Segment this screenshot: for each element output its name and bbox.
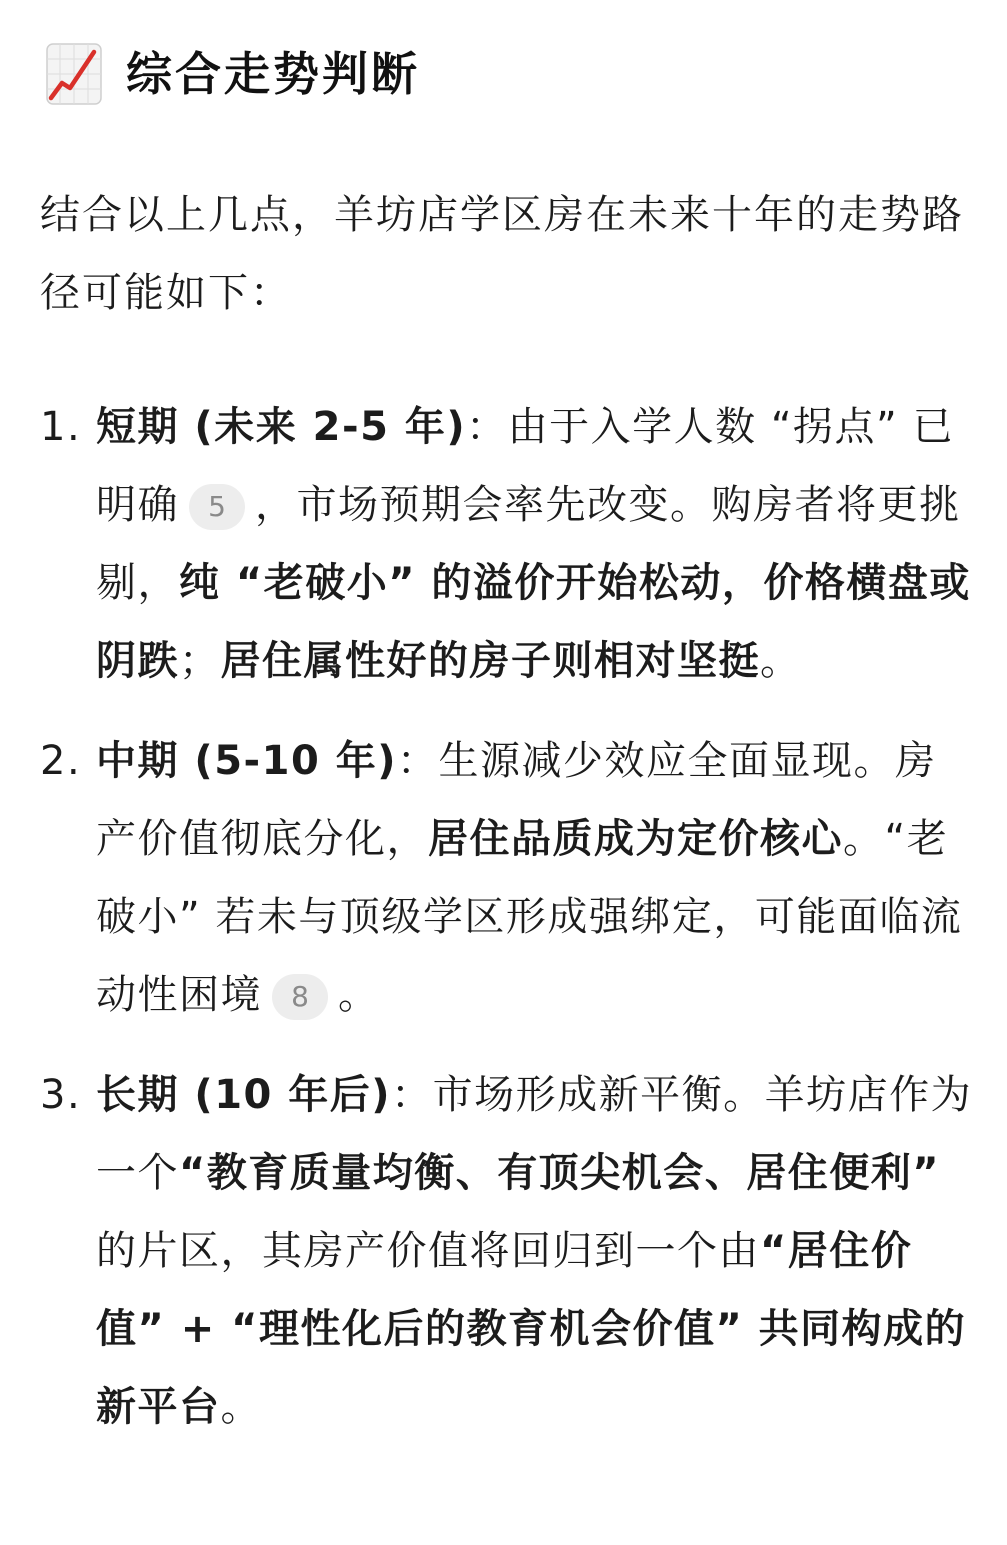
trend-list (40, 388, 975, 1446)
item-text: 。 (220, 1384, 262, 1430)
item-emphasis: “居住价值” + “理性化后的教育机会价值” 共同构成的新平台 (96, 1228, 967, 1430)
list-number: 3. (40, 1072, 82, 1118)
intro-paragraph: 结合以上几点，羊坊店学区房在未来十年的走势路径可能如下： (40, 192, 964, 316)
page-title: 综合走势判断 (126, 47, 420, 101)
item-text: 。“老破小” 若未与顶级学区形成强绑定，可能面临流动性困境 (96, 816, 963, 1018)
item-text: ，市场预期会率先改变。购房者将更挑剔， (96, 482, 961, 606)
item-emphasis: 居住属性好的房子则相对坚挺 (220, 638, 760, 684)
list-number: 2. (40, 738, 82, 784)
chart-increasing-icon (46, 43, 102, 105)
item-text: 。 (338, 972, 380, 1018)
item-emphasis: 居住品质成为定价核心 (428, 816, 843, 862)
item-text: ：由于入学人数 “拐点” 已明确 (96, 404, 954, 528)
item-text: ：市场形成新平衡。羊坊店作为一个 (96, 1072, 973, 1196)
item-text: 的片区，其房产价值将回归到一个由 (96, 1228, 760, 1274)
section-heading (46, 36, 420, 112)
list-number: 1. (40, 404, 82, 450)
list-item (40, 388, 975, 700)
item-emphasis: 纯 “老破小” 的溢价开始松动，价格横盘或阴跌 (96, 560, 971, 684)
citation-badge[interactable]: 5 (189, 484, 245, 530)
item-text: ； (179, 638, 221, 684)
item-label: 长期 (10 年后) (96, 1072, 392, 1118)
item-label: 短期 (未来 2-5 年) (96, 404, 467, 450)
list-item (40, 1056, 975, 1446)
item-text: ：生源减少效应全面显现。房产价值彻底分化， (96, 738, 937, 862)
item-emphasis: “教育质量均衡、有顶尖机会、居住便利” (179, 1150, 941, 1196)
list-item (40, 722, 975, 1034)
item-text: 。 (760, 638, 802, 684)
citation-badge[interactable]: 8 (272, 974, 328, 1020)
item-label: 中期 (5-10 年) (96, 738, 398, 784)
